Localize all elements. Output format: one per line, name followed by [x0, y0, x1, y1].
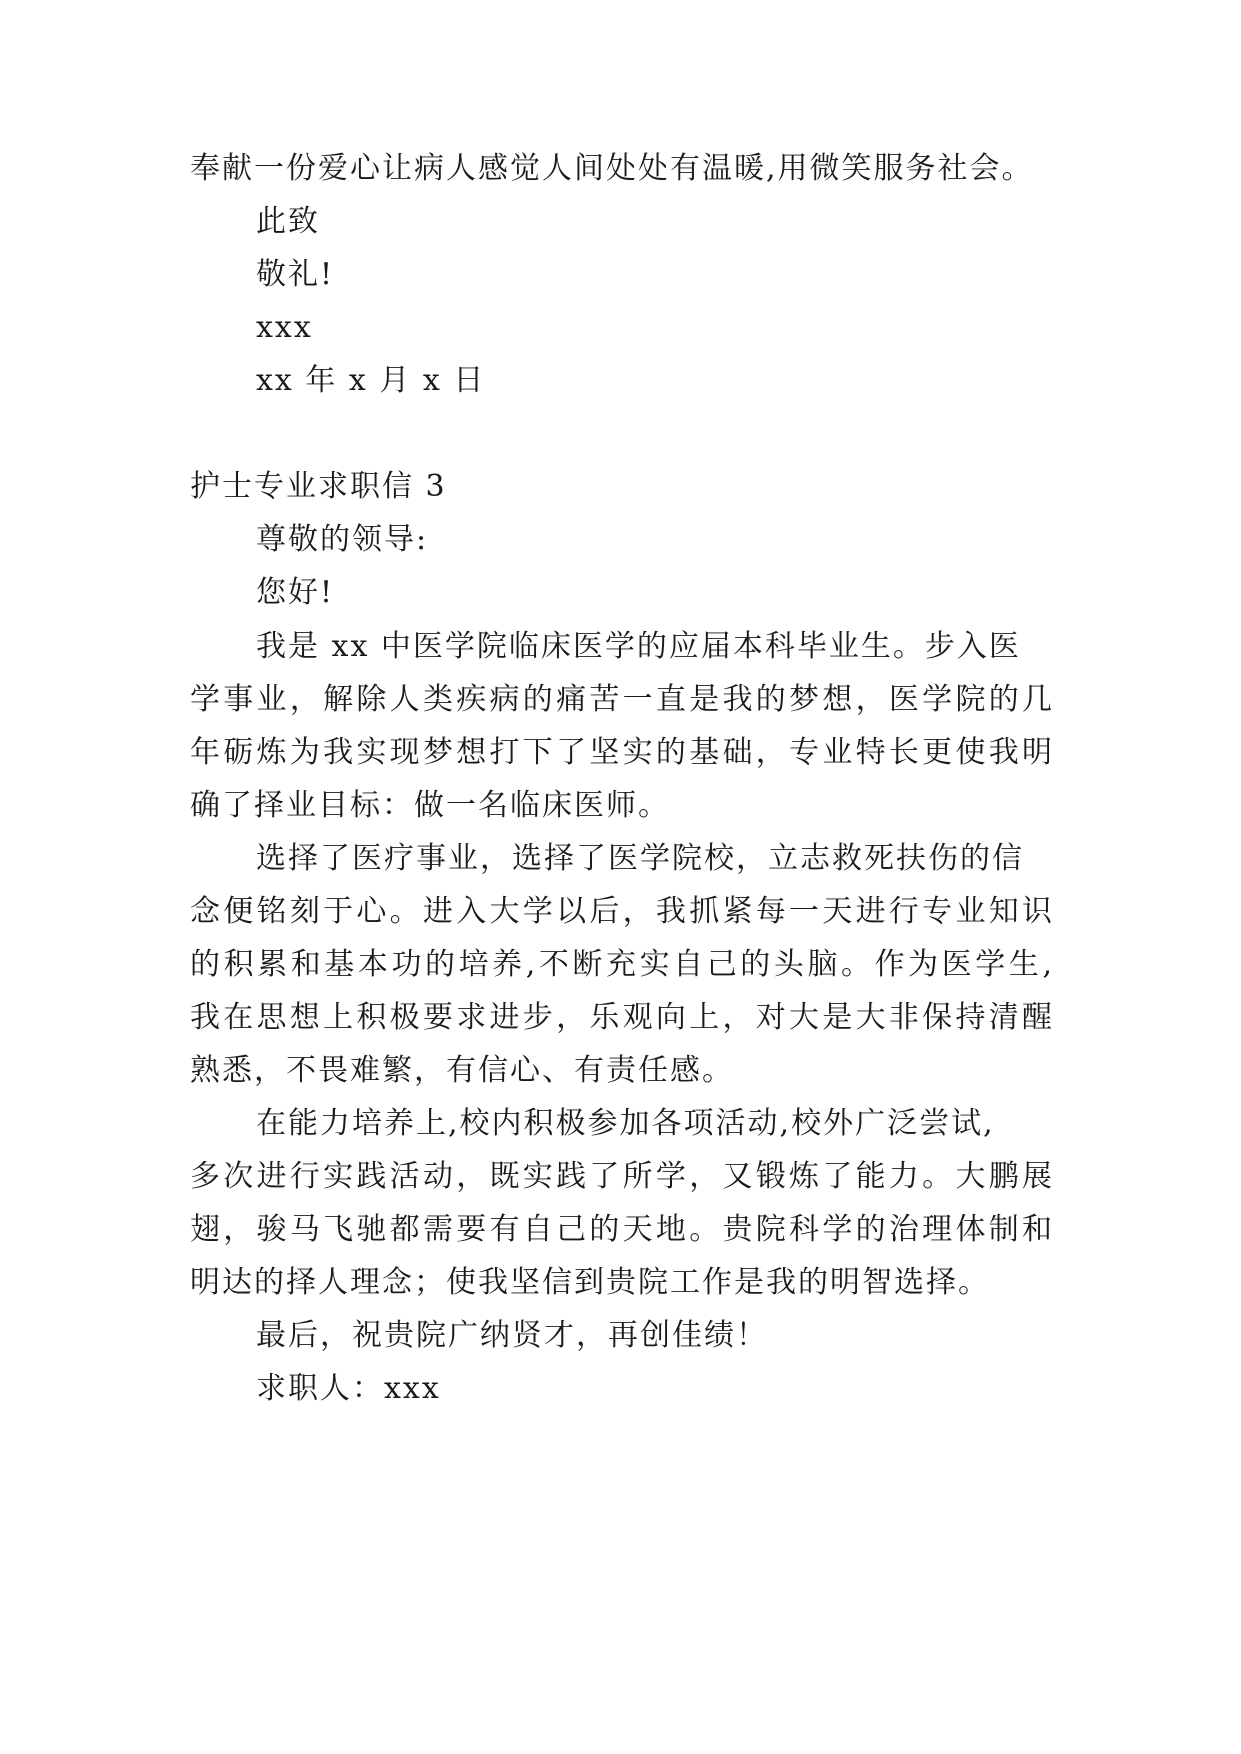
paragraph-1-line-1: 我是 xx 中医学院临床医学的应届本科毕业生。步入医: [256, 629, 1021, 664]
paragraph-1-line-3: 年砺炼为我实现梦想打下了坚实的基础，专业特长更使我明: [190, 735, 1054, 770]
paragraph-2-line-1: 选择了医疗事业，选择了医学院校，立志救死扶伤的信: [256, 841, 1024, 876]
paragraph-1-line-4: 确了择业目标：做一名临床医师。: [190, 788, 670, 823]
closing-line: 奉献一份爱心让病人感觉人间处处有温暖,用微笑服务社会。: [190, 151, 1034, 186]
paragraph-3-line-4: 明达的择人理念；使我坚信到贵院工作是我的明智选择。: [190, 1265, 990, 1300]
paragraph-3-line-3: 翅，骏马飞驰都需要有自己的天地。贵院科学的治理体制和: [190, 1212, 1054, 1247]
paragraph-2-line-4: 我在思想上积极要求进步，乐观向上，对大是大非保持清醒: [190, 1000, 1054, 1035]
signature: xxx: [256, 310, 313, 345]
section-title: 护士专业求职信 3: [190, 469, 447, 504]
paragraph-2-line-3: 的积累和基本功的培养,不断充实自己的头脑。作为医学生,: [190, 947, 1054, 982]
paragraph-3-line-2: 多次进行实践活动，既实践了所学，又锻炼了能力。大鹏展: [190, 1159, 1054, 1194]
paragraph-2-line-5: 熟悉，不畏难繁，有信心、有责任感。: [190, 1053, 734, 1088]
paragraph-4-line-1: 最后，祝贵院广纳贤才，再创佳绩！: [256, 1318, 768, 1353]
paragraph-3-line-1: 在能力培养上,校内积极参加各项活动,校外广泛尝试,: [256, 1106, 995, 1141]
paragraph-2-line-2: 念便铭刻于心。进入大学以后，我抓紧每一天进行专业知识: [190, 894, 1054, 929]
greeting: 尊敬的领导:: [256, 522, 429, 557]
salutation-ci-zhi: 此致: [256, 204, 320, 239]
signoff: 求职人：xxx: [256, 1371, 441, 1406]
salutation-jing-li: 敬礼!: [256, 257, 335, 292]
date: xx 年 x 月 x 日: [256, 363, 486, 398]
paragraph-1-line-2: 学事业，解除人类疾病的痛苦一直是我的梦想，医学院的几: [190, 682, 1054, 717]
hello: 您好!: [256, 575, 335, 610]
